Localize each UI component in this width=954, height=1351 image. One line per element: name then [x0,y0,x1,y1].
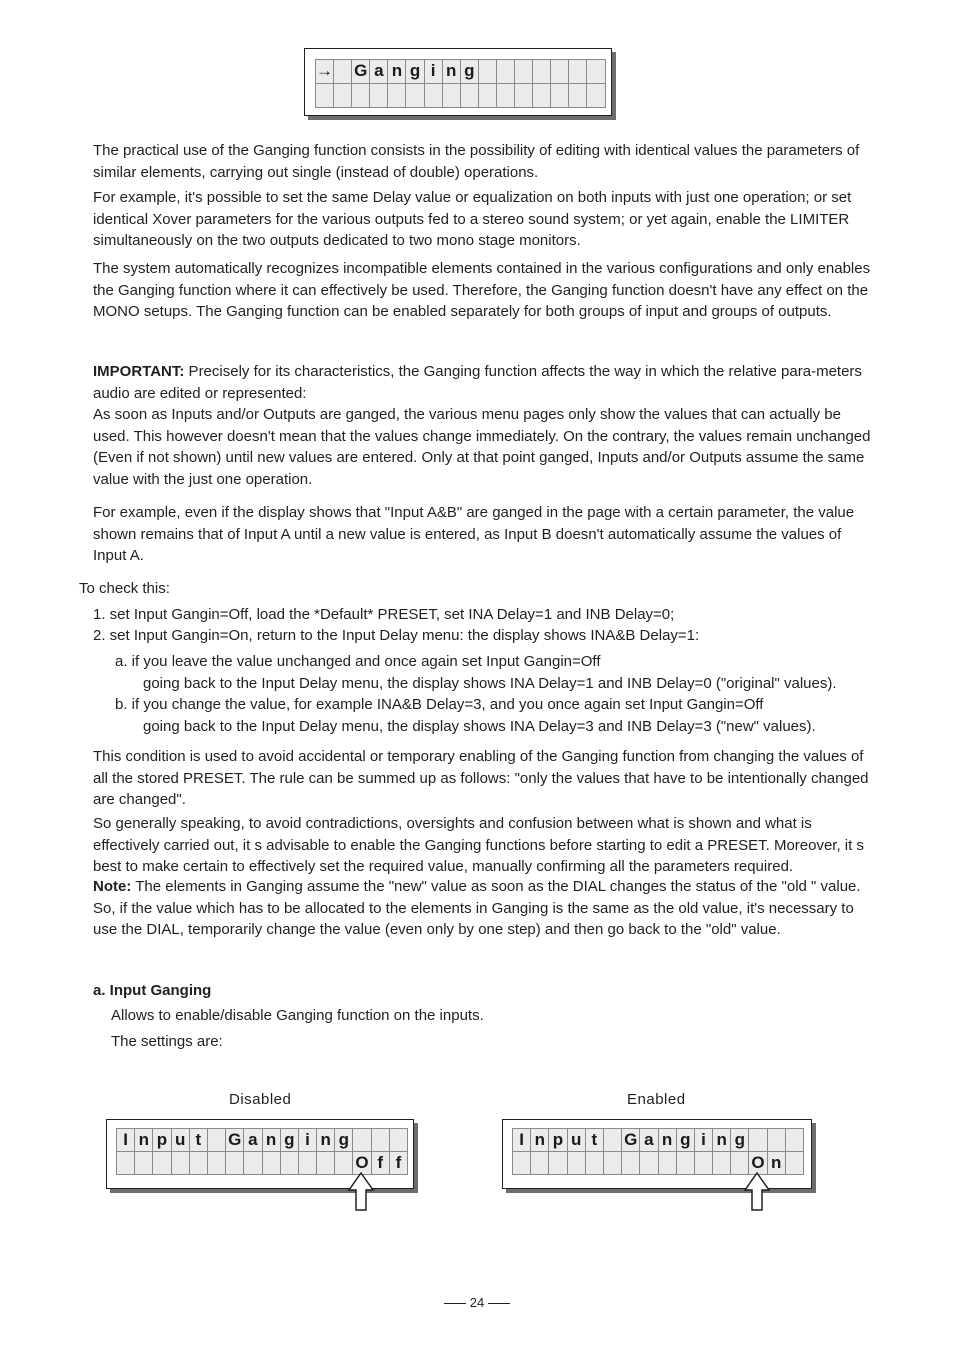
lcd-cell [604,1129,622,1152]
lcd-cell [659,1152,677,1175]
lcd-cell [443,84,461,108]
lcd-cell [135,1152,153,1175]
lcd-cell: g [335,1129,353,1152]
section-description: Allows to enable/disable Ganging function on the inputs. [111,1007,484,1024]
lcd-cell [786,1129,804,1152]
lcd-cell [353,1129,371,1152]
lcd-character-grid [512,1128,804,1175]
lcd-cell: n [768,1152,786,1175]
lcd-cell [587,60,605,84]
lcd-cell [568,1152,586,1175]
settings-label: The settings are: [111,1033,223,1050]
lcd-cell [352,84,370,108]
lcd-cell [190,1152,208,1175]
lcd-cell [551,60,569,84]
lcd-cell [695,1152,713,1175]
lcd-cell [316,84,334,108]
lcd-cell: I [117,1129,135,1152]
step-b: b. if you change the value, for example INA&B Delay=3, and you once again set Input Gangin=Off [115,696,764,713]
lcd-cell: n [388,60,406,84]
pointer-arrow-icon [347,1172,375,1212]
lcd-cell: p [153,1129,171,1152]
lcd-cell: g [281,1129,299,1152]
lcd-cell [388,84,406,108]
lcd-cell: n [317,1129,335,1152]
lcd-cell: g [461,60,479,84]
lcd-cell: t [586,1129,604,1152]
lcd-cell [317,1152,335,1175]
advice-paragraph: So generally speaking, to avoid contradictions, oversights and confusion between what is shown and what is effectively carried out, it s advisable to enable the Ganging functions before starting to edit a PRESET. Moreover, it s best to make certain to effectively set the required value, manually confirming all the parameters required. [93,815,864,876]
lcd-cell [549,1152,567,1175]
section-title: a. Input Ganging [93,982,212,999]
lcd-cell: p [549,1129,567,1152]
lcd-cell [587,84,605,108]
lcd-cell: G [352,60,370,84]
lcd-cell [263,1152,281,1175]
lcd-character-grid [315,59,606,108]
lcd-cell [117,1152,135,1175]
lcd-cell [533,60,551,84]
lcd-cell: a [370,60,388,84]
lcd-cell [334,84,352,108]
lcd-cell [677,1152,695,1175]
step-a: a. if you leave the value unchanged and once again set Input Gangin=Off [115,653,601,670]
pointer-arrow-icon [743,1172,771,1212]
lcd-cell [749,1129,767,1152]
lcd-cell: g [731,1129,749,1152]
condition-paragraph: This condition is used to avoid accidental or temporary enabling of the Ganging function from changing the values of all the stored PRESET. The rule can be summed up as follows: "only the values that have to be intentionally changed are changed". [93,748,869,809]
lcd-cell: n [713,1129,731,1152]
lcd-cell: n [135,1129,153,1152]
lcd-character-grid [116,1128,408,1175]
lcd-cell [515,60,533,84]
lcd-cell: G [622,1129,640,1152]
lcd-cell [390,1129,408,1152]
lcd-cell [513,1152,531,1175]
lcd-cell [425,84,443,108]
lcd-cell [497,60,515,84]
lcd-cell [497,84,515,108]
lcd-cell: → [316,60,334,84]
lcd-cell: u [568,1129,586,1152]
lcd-cell: g [677,1129,695,1152]
input-ab-example-paragraph: For example, even if the display shows that "Input A&B" are ganged in the page with a certain parameter, the value shown remains that of Input A until a new value is entered, as Input B doesn't automatically assume the values of Input A. [93,504,855,565]
lcd-cell [622,1152,640,1175]
lcd-cell [172,1152,190,1175]
lcd-cell: f [390,1152,408,1175]
lcd-cell: n [443,60,461,84]
lcd-cell: O [353,1152,371,1175]
lcd-cell [479,60,497,84]
lcd-cell: a [640,1129,658,1152]
lcd-cell: O [749,1152,767,1175]
step-b-detail: going back to the Input Delay menu, the display shows INA Delay=3 and INB Delay=3 ("new" values). [143,718,816,735]
step-a-detail: going back to the Input Delay menu, the display shows INA Delay=1 and INB Delay=0 ("original" values). [143,675,837,692]
lcd-cell: g [406,60,424,84]
intro-paragraph: The practical use of the Ganging function consists in the possibility of editing with identical values the parameters of similar elements, carrying out single (instead of double) operations. [93,142,860,181]
ganging-display [304,48,616,120]
lcd-cell: n [659,1129,677,1152]
lcd-cell [515,84,533,108]
lcd-cell: f [372,1152,390,1175]
lcd-cell: i [695,1129,713,1152]
lcd-cell [768,1129,786,1152]
lcd-cell [531,1152,549,1175]
lcd-cell: i [299,1129,317,1152]
note-paragraph [93,876,881,941]
lcd-cell [551,84,569,108]
lcd-cell [569,84,587,108]
note-label: Note: [93,878,132,895]
lcd-cell [334,60,352,84]
important-paragraph [93,361,873,491]
important-text: Precisely for its characteristics, the Ganging function affects the way in which the relative para-meters audio are edited or represented: [93,363,862,402]
check-title: To check this: [79,580,170,597]
lcd-cell: a [244,1129,262,1152]
page-number [0,1295,954,1310]
note-text: The elements in Ganging assume the "new" value as soon as the DIAL changes the status of the "old " value. So, if the value which has to be allocated to the elements in Ganging is the same as the old value, it's necessary to use the DIAL, temporarily change the value (even only by one step) and then go back to the "old" value. [93,878,861,939]
lcd-cell [479,84,497,108]
lcd-cell [208,1129,226,1152]
recognition-paragraph: The system automatically recognizes incompatible elements contained in the various configurations and only enables the Ganging function where it can effectively be used. Therefore, the Ganging function doesn't have any effect on the MONO setups. The Ganging function can be enabled separately for both groups of input and groups of outputs. [93,260,871,321]
lcd-cell: i [425,60,443,84]
important-text-continued: As soon as Inputs and/or Outputs are ganged, the various menu pages only show the values that can actually be used. This however doesn't mean that the values change immediately. On the contrary, the values remain unchanged (Even if not shown) until new values are entered. Only at that point ganged, Inputs and/or Outputs assume the same value with the just one operation. [93,406,871,488]
lcd-cell [586,1152,604,1175]
lcd-cell [370,84,388,108]
lcd-cell: n [263,1129,281,1152]
example-paragraph: For example, it's possible to set the same Delay value or equalization on both inputs with just one operation; or set identical Xover parameters for the various outputs fed to a stereo sound system; or yet again, enable the LIMITER simultaneously on the two outputs dedicated to two mono stage monitors. [93,189,852,250]
lcd-cell [153,1152,171,1175]
step-1: 1. set Input Gangin=Off, load the *Default* PRESET, set INA Delay=1 and INB Delay=0; [93,606,675,623]
important-label: IMPORTANT: [93,363,185,380]
lcd-cell [372,1129,390,1152]
lcd-cell [226,1152,244,1175]
lcd-cell [244,1152,262,1175]
lcd-cell [461,84,479,108]
disabled-caption: Disabled [229,1091,292,1108]
lcd-cell [713,1152,731,1175]
lcd-cell: G [226,1129,244,1152]
lcd-cell: I [513,1129,531,1152]
page-number-text: 24 [469,1295,485,1310]
lcd-cell [604,1152,622,1175]
lcd-cell: n [531,1129,549,1152]
lcd-cell [406,84,424,108]
lcd-cell: u [172,1129,190,1152]
lcd-cell [569,60,587,84]
lcd-cell [640,1152,658,1175]
lcd-cell [299,1152,317,1175]
lcd-cell [208,1152,226,1175]
step-2: 2. set Input Gangin=On, return to the Input Delay menu: the display shows INA&B Delay=1: [93,627,700,644]
lcd-cell: t [190,1129,208,1152]
enabled-caption: Enabled [627,1091,686,1108]
lcd-cell [281,1152,299,1175]
lcd-cell [786,1152,804,1175]
lcd-cell [533,84,551,108]
